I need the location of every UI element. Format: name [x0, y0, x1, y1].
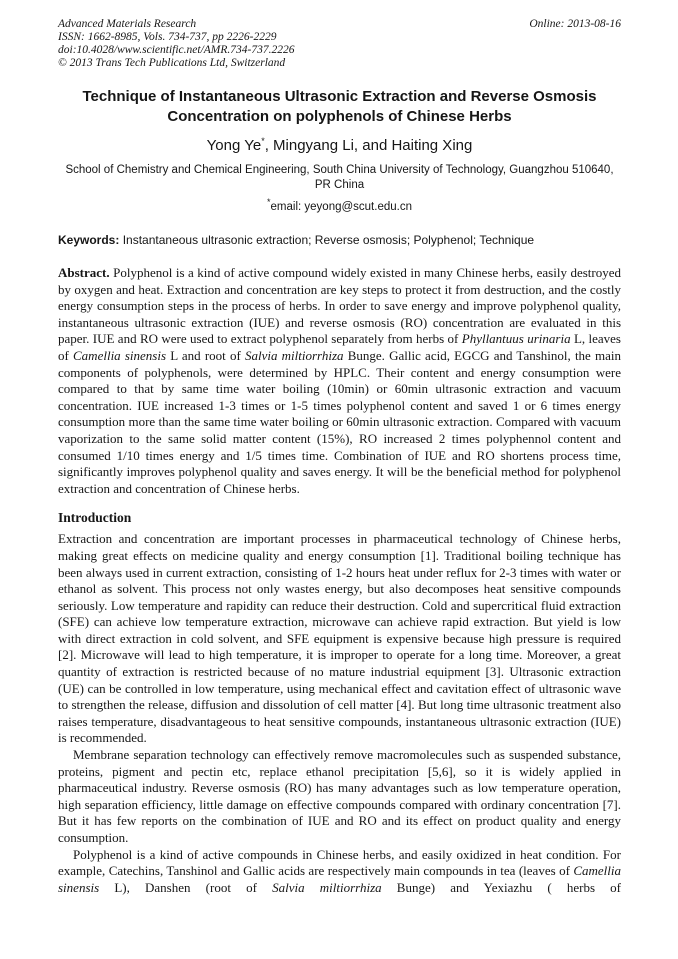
corresponding-author-marker: *: [261, 136, 265, 146]
abstract-text: Polyphenol is a kind of active compound widely existed in many Chinese herbs, easily destroyed by oxygen and heat. Extraction and concentration are key steps to protect it from destruction, and the costly energy consumption steps in the process of herbs. In order to save energy and improve polyphenol quality, instantaneous ultrasonic extraction (IUE) and reverse osmosis (RO) concentration are evaluated in this paper. IUE and RO were used to extract polyphenol separately from herbs of Phyllantuus urinaria L, leaves of Camellia sinensis L and root of Salvia miltiorrhiza Bunge. Gallic acid, EGCG and Tanshinol, the main components of polyphenols, were determined by HPLC. Their content and energy consumption were compared to that by same time water boiling (10min) or 60min ultrasonic extraction and vacuum concentration. IUE increased 1-3 times or 1-5 times polyphenol content and saved 1 or 6 times energy consumption more than the same time water boiling or 60min ultrasonic extraction. Compared with vacuum vaporization to the same solid matter content (15%), RO increased 2 times polyphennol content and consumed 1/10 times energy and 1/5 times time. Combination of IUE and RO shortens process time, significantly improves polyphenol quality and saves energy. It will be the beneficial method for polyphenol extraction and concentration of Chinese herbs.: [58, 265, 621, 496]
journal-header: [58, 18, 621, 70]
keywords-label: Keywords:: [58, 233, 120, 247]
abstract-paragraph: [58, 265, 621, 497]
journal-doi-line: doi:10.4028/www.scientific.net/AMR.734-737.2226: [58, 44, 295, 56]
author-name-first: Yong Ye: [206, 137, 262, 154]
authors-line: [58, 136, 621, 155]
author-names-rest: , Mingyang Li, and Haiting Xing: [264, 137, 473, 154]
section-heading-introduction: Introduction: [58, 510, 132, 526]
email-text: email: yeyong@scut.edu.cn: [270, 201, 412, 213]
keywords-line: [58, 232, 621, 248]
abstract-label: Abstract.: [58, 265, 110, 280]
email-marker: *: [267, 197, 271, 208]
paper-title: Technique of Instantaneous Ultrasonic Extraction and Reverse Osmosis Concentration on polyphenols of Chinese Herbs: [82, 88, 597, 125]
journal-info-block: [58, 18, 294, 70]
online-date: Online: 2013-08-16: [529, 18, 621, 30]
keywords-text: Instantaneous ultrasonic extraction; Reverse osmosis; Polyphenol; Technique: [119, 233, 535, 247]
email-line: [58, 197, 621, 215]
journal-name: Advanced Materials Research: [58, 18, 197, 30]
introduction-paragraph-2: Membrane separation technology can effectively remove macromolecules such as suspended substance, proteins, pigment and pectin etc, replace ethanol precipitation [5,6], so it is widely applied in pharmaceutical industry. Reverse osmosis (RO) has many advantages such as low temperature operation, high separation efficiency, little damage on effective compounds compared with ordinary concentration [7]. But it has few reports on the combination of IUE and RO and its effect on product quality and energy consumption.: [58, 747, 621, 845]
affiliation-line: School of Chemistry and Chemical Engineering, South China University of Technology, Guangzhou 510640, PR China: [65, 164, 614, 191]
journal-copyright-line: © 2013 Trans Tech Publications Ltd, Switzerland: [58, 57, 286, 69]
introduction-paragraph-3: Polyphenol is a kind of active compounds in Chinese herbs, and easily oxidized in heat condition. For example, Catechins, Tanshinol and Gallic acids are respectively main compounds in tea (leaves of Camellia sinensis L), Danshen (root of Salvia miltiorrhiza Bunge) and Yexiazhu ( herbs of: [58, 846, 621, 895]
journal-issn-line: ISSN: 1662-8985, Vols. 734-737, pp 2226-2229: [58, 31, 277, 43]
introduction-paragraph-1: Extraction and concentration are important processes in pharmaceutical technology of Chinese herbs, making great effects on medicine quality and energy consumption [1]. Traditional boiling technique has been always used in current extraction, consisting of 1-2 hours heat under reflux for 2-3 times with water or ethanol as solvent. This process not only wastes energy, but also decomposes heat sensitive compounds seriously. Low temperature and rapidity can reduce their destruction. Cold and supercritical fluid extraction (SFE) can achieve low temperature extraction, microwave can achieve rapid extraction. But yield is low with direct extraction in cold solvent, and SFE equipment is expensive because high pressure is required [2]. Microwave will lead to high temperature, it is improper to operate for a long time. Moreover, a great quantity of extraction is restricted because of no mature industrial equipment [3]. Ultrasonic extraction (UE) can be controlled in low temperature, using mechanical effect and cavitation effect of ultrasonic wave to strengthen the release, diffusion and dissolution of cell matter [4]. But long time ultrasonic treatment also raises temperature, disadvantageous to heat sensitive compounds, instantaneous ultrasonic extraction (IUE) is recommended.: [58, 531, 621, 746]
